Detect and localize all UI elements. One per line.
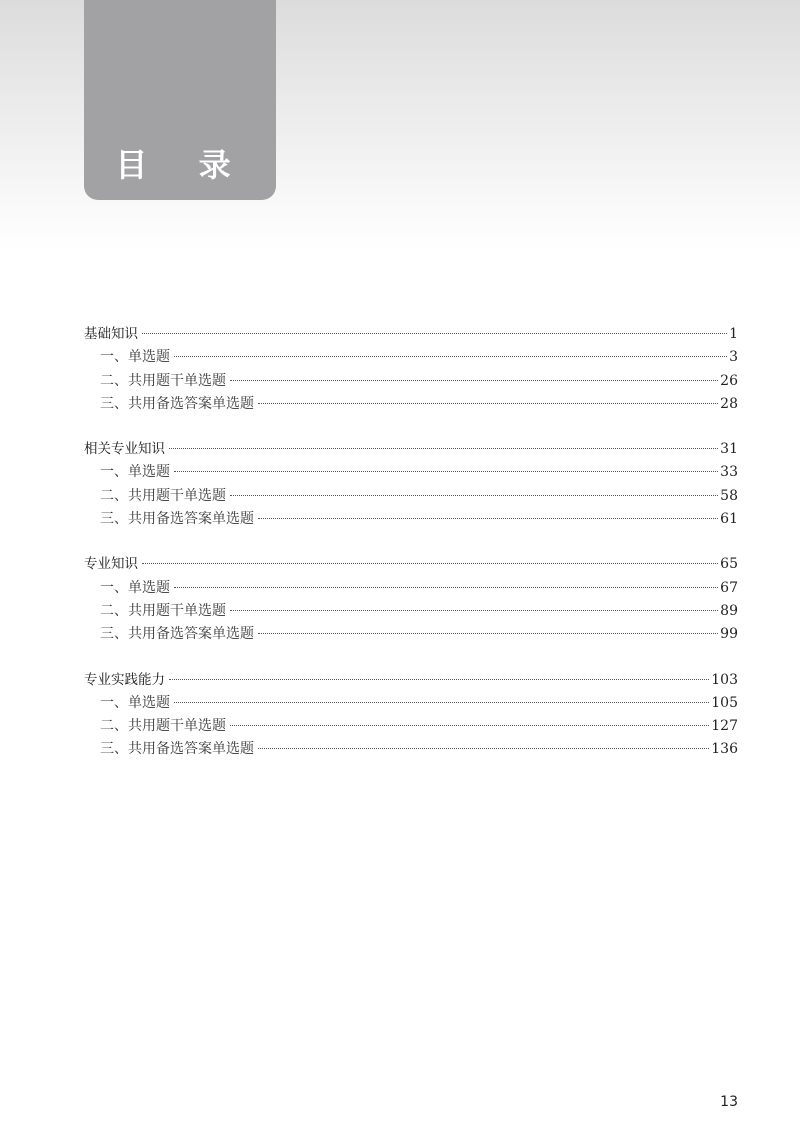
- toc-subentry-page: 136: [711, 741, 738, 758]
- toc-subentry-page: 127: [711, 718, 738, 735]
- toc-subentry-title: 一、单选题: [100, 694, 170, 711]
- page-title: 目 录: [115, 146, 251, 184]
- toc-subentry-page: 67: [720, 579, 738, 596]
- toc-subentry[interactable]: [84, 577, 738, 600]
- toc-subentry-page: 61: [720, 511, 738, 528]
- toc-subentry-title: 三、共用备选答案单选题: [100, 395, 254, 412]
- toc-subentry-title: 二、共用题干单选题: [100, 718, 226, 735]
- toc-entry-title: 专业知识: [84, 556, 138, 573]
- toc-subentry-page: 99: [720, 626, 738, 643]
- toc-subentry[interactable]: [84, 346, 738, 369]
- toc-subentry-title: 三、共用备选答案单选题: [100, 511, 254, 528]
- toc-section: [84, 669, 738, 762]
- toc-subentry-title: 一、单选题: [100, 349, 170, 366]
- toc-subentry-title: 一、单选题: [100, 464, 170, 481]
- dot-leader: [174, 356, 727, 357]
- toc-section: [84, 438, 738, 531]
- dot-leader: [174, 702, 709, 703]
- toc-subentry-title: 二、共用题干单选题: [100, 487, 226, 504]
- dot-leader: [230, 725, 709, 726]
- toc-subentry[interactable]: [84, 623, 738, 646]
- toc-subentry-page: 105: [711, 694, 738, 711]
- toc-entry-page: 65: [720, 556, 738, 573]
- toc-entry-page: 1: [729, 326, 738, 342]
- toc-subentry-title: 一、单选题: [100, 579, 170, 596]
- toc-entry[interactable]: [84, 438, 738, 461]
- toc-entry[interactable]: [84, 669, 738, 692]
- toc-subentry[interactable]: [84, 393, 738, 416]
- dot-leader: [258, 403, 718, 404]
- toc-subentry-page: 58: [720, 487, 738, 504]
- dot-leader: [258, 633, 718, 634]
- dot-leader: [230, 495, 718, 496]
- dot-leader: [230, 610, 718, 611]
- toc-entry-title: 相关专业知识: [84, 441, 165, 458]
- toc-entry[interactable]: [84, 323, 738, 346]
- toc-entry-title: 专业实践能力: [84, 671, 165, 688]
- table-of-contents: [84, 323, 738, 784]
- toc-subentry[interactable]: [84, 600, 738, 623]
- dot-leader: [169, 448, 718, 449]
- toc-subentry[interactable]: [84, 485, 738, 508]
- dot-leader: [230, 380, 718, 381]
- toc-subentry-page: 26: [720, 372, 738, 389]
- toc-subentry[interactable]: [84, 461, 738, 484]
- dot-leader: [142, 563, 718, 564]
- toc-subentry-title: 三、共用备选答案单选题: [100, 626, 254, 643]
- dot-leader: [142, 333, 727, 334]
- dot-leader: [174, 471, 718, 472]
- toc-subentry[interactable]: [84, 738, 738, 761]
- toc-subentry-title: 二、共用题干单选题: [100, 602, 226, 619]
- toc-subentry-title: 三、共用备选答案单选题: [100, 741, 254, 758]
- page-number: 13: [720, 1094, 738, 1110]
- toc-entry-page: 31: [720, 441, 738, 458]
- toc-subentry[interactable]: [84, 692, 738, 715]
- dot-leader: [258, 518, 718, 519]
- toc-subentry[interactable]: [84, 370, 738, 393]
- toc-subentry-page: 3: [729, 349, 738, 366]
- toc-subentry-title: 二、共用题干单选题: [100, 372, 226, 389]
- toc-subentry[interactable]: [84, 715, 738, 738]
- toc-subentry-page: 89: [720, 602, 738, 619]
- toc-section: [84, 323, 738, 416]
- toc-subentry-page: 28: [720, 395, 738, 412]
- toc-subentry[interactable]: [84, 508, 738, 531]
- toc-subentry-page: 33: [720, 464, 738, 481]
- dot-leader: [174, 587, 718, 588]
- dot-leader: [258, 748, 709, 749]
- toc-entry[interactable]: [84, 553, 738, 576]
- toc-section: [84, 553, 738, 646]
- dot-leader: [169, 679, 709, 680]
- title-tab: [84, 0, 276, 200]
- toc-entry-title: 基础知识: [84, 326, 138, 342]
- toc-entry-page: 103: [711, 671, 738, 688]
